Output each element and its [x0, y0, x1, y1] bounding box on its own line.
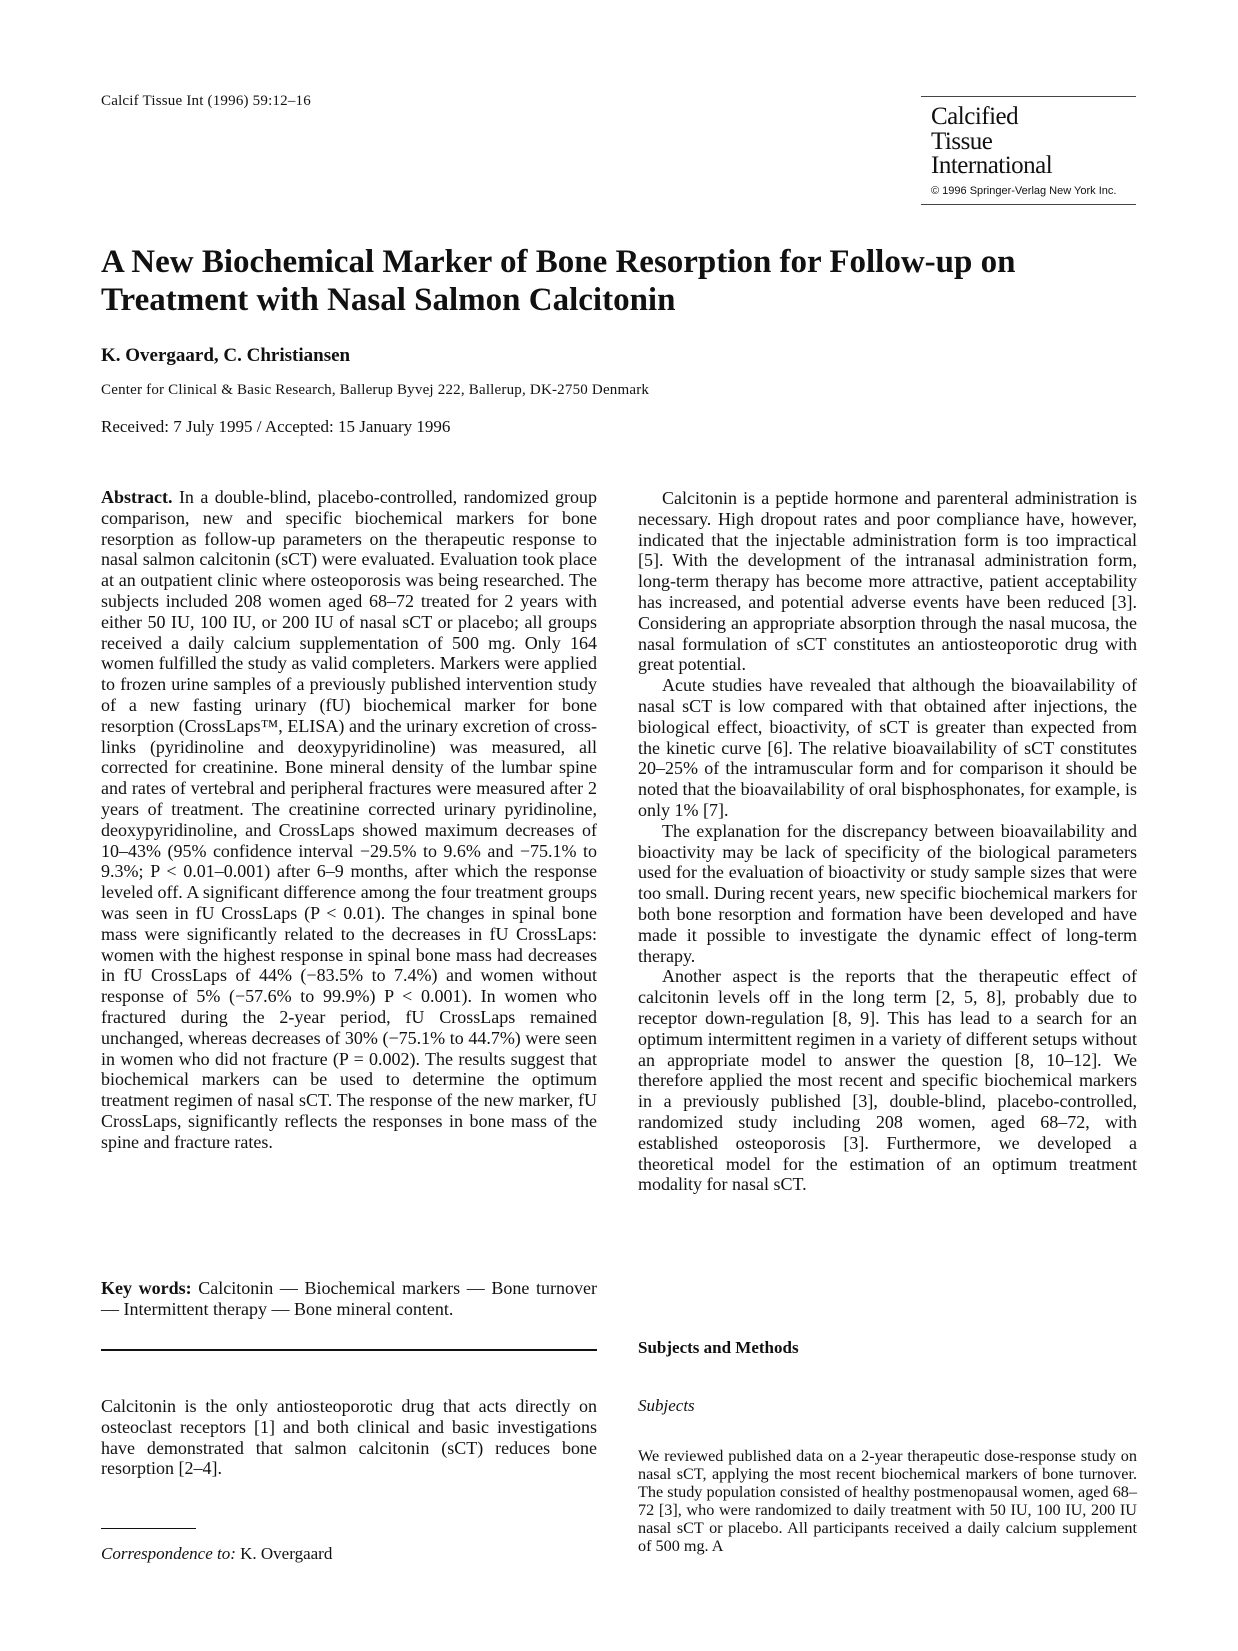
- correspondence-name: K. Overgaard: [240, 1544, 333, 1563]
- intro-paragraph-5: Another aspect is the reports that the therapeutic effect of calcitonin levels off in the long term [2, 5, 8], probably due to receptor down-regulation [8, 9]. This has lead to a search for an optimum intermittent regimen in a variety of different setups without an appropriate model to answer the question [8, 10–12]. We therefore applied the most recent and specific biochemical markers in a previously published [3], double-blind, placebo-controlled, randomized study including 208 women, aged 68–72, with established osteoporosis [3]. Furthermore, we developed a theoretical model for the estimation of an optimum treatment modality for nasal sCT.: [638, 966, 1137, 1195]
- abstract-text: In a double-blind, placebo-controlled, randomized group comparison, new and specific biochemical markers for bone resorption as follow-up parameters on the therapeutic response to nasal salmon calcitonin (sCT) were evaluated. Evaluation took place at an outpatient clinic where osteoporosis was being researched. The subjects included 208 women aged 68–72 treated for 2 years with either 50 IU, 100 IU, or 200 IU of nasal sCT or placebo; all groups received a daily calcium supplementation of 500 mg. Only 164 women fulfilled the study as valid completers. Markers were applied to frozen urine samples of a previously published intervention study of a new fasting urinary (fU) biochemical marker for bone resorption (CrossLaps™, ELISA) and the urinary excretion of cross-links (pyridinoline and deoxypyridinoline) was measured, all corrected for creatinine. Bone mineral density of the lumbar spine and rates of vertebral and peripheral fractures were measured after 2 years of treatment. The creatinine corrected urinary pyridinoline, deoxypyridinoline, and CrossLaps showed maximum decreases of 10–43% (95% confidence interval −29.5% to 9.6% and −75.1% to 9.3%; P < 0.01–0.001) after 6–9 months, after which the response leveled off. A significant difference among the four treatment groups was seen in fU CrossLaps (P < 0.01). The changes in spinal bone mass were significantly related to the decreases in fU CrossLaps: women with the highest response in spinal bone mass had decreases in fU CrossLaps of 44% (−83.5% to 7.4%) and women without response of 5% (−57.6% to 99.9%) P < 0.001). In women who fractured during the 2-year period, fU CrossLaps remained unchanged, whereas decreases of 30% (−75.1% to 44.7%) were seen in women who did not fracture (P = 0.002). The results suggest that biochemical markers can be used to determine the optimum treatment regimen of nasal sCT. The response of the new marker, fU CrossLaps, significantly reflects the responses in bone mass of the spine and fracture rates.: [101, 487, 598, 1152]
- article-title: A New Biochemical Marker of Bone Resorption for Follow-up on Treatment with Nasal Salmon Calcitonin: [101, 244, 1016, 318]
- intro-left-text: Calcitonin is the only antiosteoporotic drug that acts directly on osteoclast receptors [1] and both clinical and basic investigations have demonstrated that salmon calcitonin (sCT) reduces bone resorption [2–4].: [101, 1396, 597, 1479]
- article-authors: K. Overgaard, C. Christiansen: [101, 345, 351, 366]
- methods-text-block: [638, 1447, 1137, 1555]
- correspondence-label: Correspondence to:: [101, 1544, 236, 1563]
- logo-top-rule: [921, 96, 1136, 97]
- journal-logo-line-3: International: [931, 152, 1053, 179]
- intro-paragraph-4: The explanation for the discrepancy between bioavailability and bioactivity may be lack of specificity of the biological parameters used for the evaluation of bioactivity or study sample sizes that were too small. During recent years, new specific biochemical markers for both bone resorption and formation have been developed and have made it possible to investigate the dynamic effect of long-term therapy.: [638, 820, 1137, 966]
- section-divider: [101, 1349, 597, 1351]
- author-affiliation: Center for Clinical & Basic Research, Ballerup Byvej 222, Ballerup, DK-2750 Denmark: [101, 382, 650, 398]
- abstract-label: Abstract.: [101, 487, 173, 507]
- received-accepted-dates: Received: 7 July 1995 / Accepted: 15 January 1996: [101, 417, 451, 436]
- keywords: [101, 1278, 597, 1320]
- intro-paragraph-1: [101, 1396, 597, 1479]
- keywords-text: Calcitonin — Biochemical markers — Bone turnover — Intermittent therapy — Bone mineral content.: [101, 1278, 597, 1319]
- logo-bottom-rule: [921, 204, 1136, 205]
- journal-citation: Calcif Tissue Int (1996) 59:12–16: [101, 93, 311, 109]
- intro-right-column: [638, 488, 1137, 1195]
- intro-paragraph-3: Acute studies have revealed that although the bioavailability of nasal sCT is low compared with that obtained after injections, the biological effect, bioactivity, of sCT is greater than expected from the kinetic curve [6]. The relative bioavailability of sCT constitutes 20–25% of the intramuscular form and for comparison it should be noted that the bioavailability of oral bisphosphonates, for example, is only 1% [7].: [638, 675, 1137, 820]
- methods-text: We reviewed published data on a 2-year therapeutic dose-response study on nasal sCT, applying the most recent biochemical markers of bone turnover. The study population consisted of healthy postmenopausal women, aged 68–72 [3], who were randomized to daily treatment with 50 IU, 100 IU, 200 IU nasal sCT or placebo. All participants received a daily calcium supplement of 500 mg. A: [638, 1447, 1137, 1555]
- copyright-notice: © 1996 Springer-Verlag New York Inc.: [931, 185, 1117, 197]
- journal-logo-line-1: Calcified: [931, 103, 1019, 130]
- keywords-label: Key words:: [101, 1278, 192, 1298]
- footnote-rule: [101, 1528, 196, 1529]
- correspondence-footnote: [101, 1544, 332, 1564]
- abstract: [101, 487, 597, 1153]
- intro-paragraph-2: Calcitonin is a peptide hormone and parenteral administration is necessary. High dropout rates and poor compliance have, however, indicated that the injectable administration form is too impractical [5]. With the development of the intranasal administration form, long-term therapy has become more attractive, patient acceptability has increased, and potential adverse events have been reduced [3]. Considering an appropriate absorption through the nasal mucosa, the nasal formulation of sCT constitutes an antiosteoporotic drug with great potential.: [638, 488, 1137, 675]
- subjects-subheading: Subjects: [638, 1396, 695, 1415]
- journal-logo-line-2: Tissue: [931, 128, 993, 155]
- methods-heading: Subjects and Methods: [638, 1338, 799, 1357]
